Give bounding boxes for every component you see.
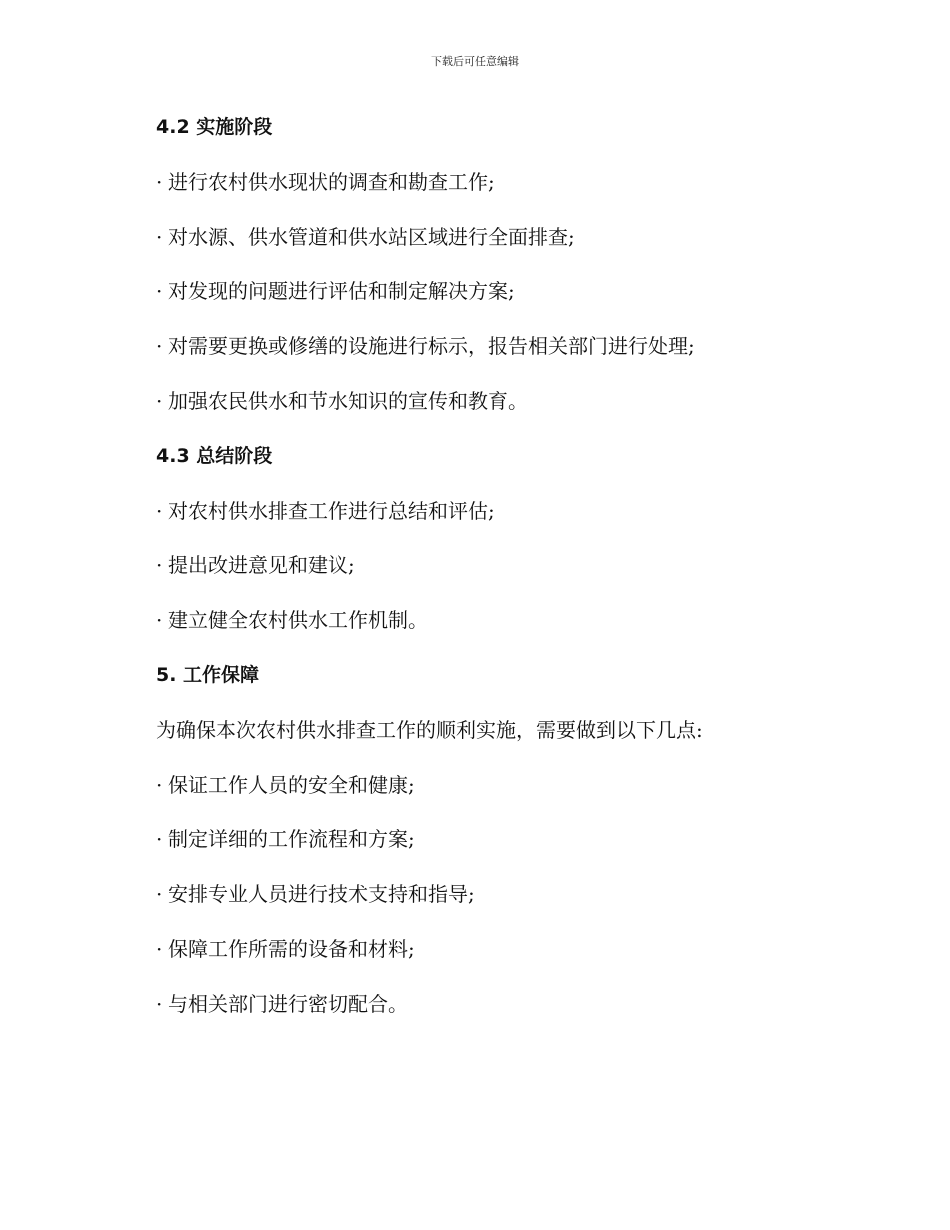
list-item xyxy=(156,328,796,383)
list-item xyxy=(156,767,796,822)
bullet-icon: · xyxy=(156,334,163,359)
bullet-icon: · xyxy=(156,169,163,194)
section-intro: 为确保本次农村供水排查工作的顺利实施，需要做到以下几点: xyxy=(156,717,703,742)
bullet-icon: · xyxy=(156,224,163,249)
list-item-text: 对发现的问题进行评估和制定解决方案; xyxy=(168,279,515,304)
bullet-icon: · xyxy=(156,991,163,1016)
document-body xyxy=(156,109,796,1041)
bullet-icon: · xyxy=(156,882,163,907)
list-item xyxy=(156,383,796,438)
list-item-text: 保证工作人员的安全和健康; xyxy=(168,772,415,797)
list-item-text: 制定详细的工作流程和方案; xyxy=(168,827,415,852)
list-item xyxy=(156,219,796,274)
list-item-text: 进行农村供水现状的调查和勘查工作; xyxy=(168,169,495,194)
list-item xyxy=(156,986,796,1041)
bullet-icon: · xyxy=(156,553,163,578)
list-item-text: 安排专业人员进行技术支持和指导; xyxy=(168,882,475,907)
bullet-icon: · xyxy=(156,608,163,633)
page-header: 下载后可任意编辑 xyxy=(431,55,519,68)
list-item-text: 加强农民供水和节水知识的宣传和教育。 xyxy=(168,388,528,413)
list-item-text: 建立健全农村供水工作机制。 xyxy=(168,608,428,633)
list-item xyxy=(156,602,796,657)
bullet-icon: · xyxy=(156,388,163,413)
list-item xyxy=(156,164,796,219)
list-item-text: 对水源、供水管道和供水站区域进行全面排查; xyxy=(168,224,575,249)
list-item xyxy=(156,821,796,876)
bullet-icon: · xyxy=(156,498,163,523)
bullet-icon: · xyxy=(156,279,163,304)
list-item xyxy=(156,931,796,986)
list-item xyxy=(156,876,796,931)
list-item xyxy=(156,547,796,602)
list-item xyxy=(156,273,796,328)
list-item-text: 对农村供水排查工作进行总结和评估; xyxy=(168,498,495,523)
list-item-text: 对需要更换或修缮的设施进行标示，报告相关部门进行处理; xyxy=(168,334,695,359)
section-heading-4-3: 4.3 总结阶段 xyxy=(156,444,273,467)
list-item-text: 与相关部门进行密切配合。 xyxy=(168,991,408,1016)
bullet-icon: · xyxy=(156,772,163,797)
bullet-icon: · xyxy=(156,936,163,961)
bullet-icon: · xyxy=(156,827,163,852)
list-item-text: 提出改进意见和建议; xyxy=(168,553,355,578)
section-heading-5: 5. 工作保障 xyxy=(156,663,260,686)
list-item xyxy=(156,493,796,548)
list-item-text: 保障工作所需的设备和材料; xyxy=(168,936,415,961)
section-heading-4-2: 4.2 实施阶段 xyxy=(156,116,273,138)
